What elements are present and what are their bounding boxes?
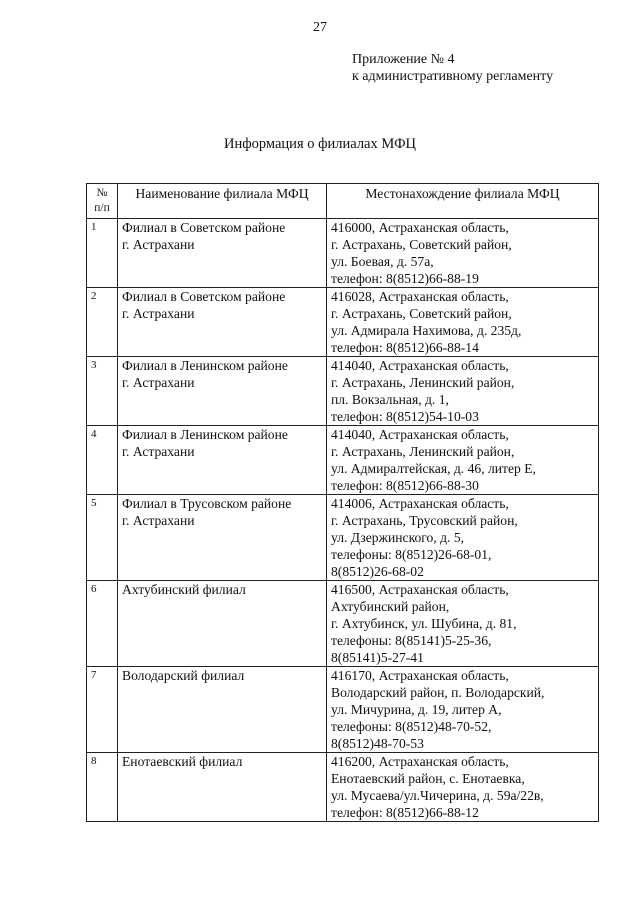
branch-name-line: г. Астрахани [122, 306, 195, 321]
branch-name-line: г. Астрахани [122, 444, 195, 459]
row-number: 3 [87, 357, 118, 426]
branch-address-line: 8(8512)26-68-02 [331, 564, 424, 579]
branch-address-line: 8(8512)48-70-53 [331, 736, 424, 751]
table-row [87, 753, 599, 822]
branch-address-line: телефон: 8(8512)66-88-19 [331, 271, 479, 286]
branch-address-line: ул. Адмирала Нахимова, д. 235д, [331, 323, 522, 338]
header-number-abbrev: п/п [94, 202, 110, 214]
branch-name-cell [118, 288, 327, 357]
branch-name-line: Филиал в Ленинском районе [122, 358, 288, 373]
branch-address-line: г. Астрахань, Трусовский район, [331, 513, 518, 528]
branch-address-line: телефоны: 8(8512)26-68-01, [331, 547, 492, 562]
branch-address-line: г. Астрахань, Советский район, [331, 306, 512, 321]
branch-name-line: Филиал в Советском районе [122, 289, 286, 304]
branch-address-line: 414040, Астраханская область, [331, 358, 509, 373]
row-number: 8 [87, 753, 118, 822]
branch-name-line: г. Астрахани [122, 237, 195, 252]
branch-location-cell [327, 581, 599, 667]
branches-table [86, 183, 599, 822]
branch-address-line: Ахтубинский район, [331, 599, 450, 614]
branch-location-cell [327, 495, 599, 581]
branch-address-line: Володарский район, п. Володарский, [331, 685, 545, 700]
branch-name-line: г. Астрахани [122, 513, 195, 528]
branch-name-line: Филиал в Советском районе [122, 220, 286, 235]
header-branch-location: Местонахождение филиала МФЦ [327, 184, 599, 219]
branch-address-line: телефоны: 8(8512)48-70-52, [331, 719, 492, 734]
header-number-symbol: № [96, 187, 108, 199]
branch-address-line: 414006, Астраханская область, [331, 496, 509, 511]
branch-name-cell [118, 357, 327, 426]
branch-name-line: г. Астрахани [122, 375, 195, 390]
branch-name-line: Володарский филиал [122, 668, 245, 683]
branch-name-cell [118, 753, 327, 822]
table-body [87, 219, 599, 822]
branch-name-cell [118, 581, 327, 667]
header-branch-name: Наименование филиала МФЦ [118, 184, 327, 219]
appendix-line-1: Приложение № 4 [352, 52, 455, 67]
branch-name-cell [118, 495, 327, 581]
branch-address-line: г. Астрахань, Ленинский район, [331, 444, 515, 459]
branch-address-line: пл. Вокзальная, д. 1, [331, 392, 449, 407]
row-number: 7 [87, 667, 118, 753]
table-row [87, 219, 599, 288]
branch-address-line: 8(85141)5-27-41 [331, 650, 424, 665]
row-number: 1 [87, 219, 118, 288]
branch-address-line: телефон: 8(8512)66-88-14 [331, 340, 479, 355]
branch-address-line: г. Ахтубинск, ул. Шубина, д. 81, [331, 616, 517, 631]
row-number: 6 [87, 581, 118, 667]
branch-location-cell [327, 667, 599, 753]
branch-address-line: телефон: 8(8512)54-10-03 [331, 409, 479, 424]
appendix-heading [352, 51, 553, 85]
branch-address-line: г. Астрахань, Ленинский район, [331, 375, 515, 390]
row-number: 4 [87, 426, 118, 495]
branch-location-cell [327, 753, 599, 822]
page-number: 27 [313, 20, 327, 35]
branch-address-line: г. Астрахань, Советский район, [331, 237, 512, 252]
branch-address-line: Енотаевский район, с. Енотаевка, [331, 771, 525, 786]
branch-address-line: ул. Мусаева/ул.Чичерина, д. 59а/22в, [331, 788, 544, 803]
branch-name-line: Филиал в Ленинском районе [122, 427, 288, 442]
table-row [87, 426, 599, 495]
branch-name-cell [118, 667, 327, 753]
table-row [87, 357, 599, 426]
branch-address-line: ул. Адмиралтейская, д. 46, литер Е, [331, 461, 536, 476]
branch-name-line: Филиал в Трусовском районе [122, 496, 292, 511]
branch-address-line: 416028, Астраханская область, [331, 289, 509, 304]
branch-address-line: телефон: 8(8512)66-88-30 [331, 478, 479, 493]
branch-location-cell [327, 426, 599, 495]
branch-name-cell [118, 426, 327, 495]
branch-address-line: 416200, Астраханская область, [331, 754, 509, 769]
table-row [87, 495, 599, 581]
branch-name-line: Ахтубинский филиал [122, 582, 246, 597]
branch-location-cell [327, 288, 599, 357]
branch-name-line: Енотаевский филиал [122, 754, 243, 769]
branch-location-cell [327, 219, 599, 288]
branch-address-line: ул. Дзержинского, д. 5, [331, 530, 465, 545]
header-number [87, 184, 118, 219]
branch-location-cell [327, 357, 599, 426]
row-number: 2 [87, 288, 118, 357]
branch-address-line: ул. Боевая, д. 57а, [331, 254, 434, 269]
row-number: 5 [87, 495, 118, 581]
branch-address-line: телефоны: 8(85141)5-25-36, [331, 633, 492, 648]
appendix-line-2: к административному регламенту [352, 69, 554, 84]
branch-address-line: ул. Мичурина, д. 19, литер А, [331, 702, 502, 717]
branch-address-line: 416170, Астраханская область, [331, 668, 509, 683]
branch-address-line: 414040, Астраханская область, [331, 427, 509, 442]
branch-address-line: 416500, Астраханская область, [331, 582, 509, 597]
branch-address-line: 416000, Астраханская область, [331, 220, 509, 235]
table-row [87, 581, 599, 667]
document-title: Информация о филиалах МФЦ [224, 136, 416, 152]
table-row [87, 667, 599, 753]
branch-address-line: телефон: 8(8512)66-88-12 [331, 805, 479, 820]
table-header-row [87, 184, 599, 219]
branch-name-cell [118, 219, 327, 288]
table-row [87, 288, 599, 357]
